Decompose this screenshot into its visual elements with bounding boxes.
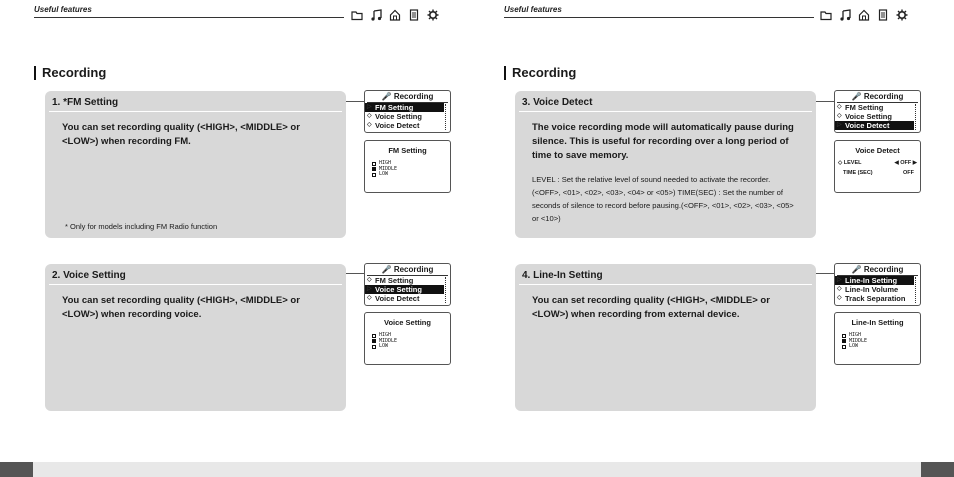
scrollbar [445,277,448,303]
device-screen [364,140,451,193]
right-page [477,0,954,477]
option-middle[interactable]: MIDDLE [372,167,397,173]
card-divider [49,111,342,112]
connector-line [816,101,836,102]
menu-item-voice-detect[interactable]: ◇ Voice Detect [367,121,420,130]
option-low[interactable]: LOW [372,344,397,350]
option-low[interactable]: LOW [842,344,867,350]
card-fm-setting [45,91,346,238]
device-menu [364,90,451,133]
option-middle[interactable]: MIDDLE [842,339,867,345]
scrollbar [915,104,918,130]
gear-icon [427,9,439,21]
device-screen [364,312,451,365]
screen-title: FM Setting [388,146,427,155]
menu-item-voice-detect[interactable]: ◇ Voice Detect [367,294,420,303]
card-divider [49,284,342,285]
screen-title: Voice Setting [384,318,431,327]
level-value: ◀ OFF ▶ [894,160,917,166]
screen-title: Line-In Setting [851,318,904,327]
footer-block-left [0,462,33,477]
footer-bar [0,462,954,477]
option-middle[interactable]: MIDDLE [372,339,397,345]
connector-line [346,273,366,274]
option-low[interactable]: LOW [372,172,397,178]
section-title: Recording [504,66,576,80]
card-voice-detect [515,91,816,238]
folder-icon [351,9,363,21]
device-menu [834,90,921,133]
connector-line [346,101,366,102]
menu-item-voice-setting[interactable]: ◇ Voice Setting [837,112,892,121]
menu-item-line-in-volume[interactable]: ◇ Line-In Volume [837,285,899,294]
home-icon [858,9,870,21]
card-body: You can set recording quality (<HIGH>, <MIDDLE> or <LOW>) when recording FM. [62,122,300,147]
menu-header: 🎤 Recording [367,264,448,276]
header-icons [351,9,439,21]
menu-item-line-in-setting[interactable]: ▷ Line-In Setting [835,276,914,285]
checkbox-icon [372,173,376,177]
card-title: 3. Voice Detect [522,97,593,108]
document-icon [408,9,420,21]
menu-item-track-separation[interactable]: ◇ Track Separation [837,294,906,303]
header-rule [504,17,814,18]
device-screen [834,140,921,193]
option-list [842,333,867,350]
menu-item-fm-setting[interactable]: ◇ FM Setting [837,103,884,112]
level-label: ◇ LEVEL [838,160,862,166]
header-rule [34,17,344,18]
header-icons [820,9,908,21]
checkbox-checked-icon [372,167,376,171]
device-menu [834,263,921,306]
option-high[interactable]: HIGH [842,333,867,339]
menu-item-voice-setting[interactable]: ◇ Voice Setting [367,112,422,121]
header-title: Useful features [504,5,562,14]
device-menu [364,263,451,306]
time-label: TIME (SEC) [843,170,873,176]
card-voice-setting [45,264,346,411]
menu-item-voice-setting[interactable]: ▷ Voice Setting [365,285,444,294]
option-list [372,333,397,350]
menu-item-fm-setting[interactable]: ◇ FM Setting [367,276,414,285]
card-body: You can set recording quality (<HIGH>, <MIDDLE> or <LOW>) when recording from external device. [532,295,770,320]
footer-block-right [921,462,954,477]
header-title: Useful features [34,5,92,14]
section-title: Recording [34,66,106,80]
card-body: The voice recording mode will automatically pause during silence. This is useful for recording over a long period of time to save memory. [532,122,794,161]
menu-item-fm-setting[interactable]: ▷ FM Setting [365,103,444,112]
home-icon [389,9,401,21]
time-value: OFF [903,170,914,176]
card-footnote: * Only for models including FM Radio function [65,222,218,231]
connector-line [816,273,836,274]
card-title: 4. Line-In Setting [522,270,603,281]
checkbox-icon [372,162,376,166]
time-row[interactable] [838,170,917,176]
menu-header: 🎤 Recording [837,264,918,276]
screen-title: Voice Detect [855,146,900,155]
checkbox-checked-icon [372,339,376,343]
checkbox-checked-icon [842,339,846,343]
music-icon [370,9,382,21]
scrollbar [915,277,918,303]
checkbox-icon [842,345,846,349]
music-icon [839,9,851,21]
card-title: 2. Voice Setting [52,270,126,281]
scrollbar [445,104,448,130]
card-line-in-setting [515,264,816,411]
card-body: You can set recording quality (<HIGH>, <MIDDLE> or <LOW>) when recording voice. [62,295,300,320]
device-screen [834,312,921,365]
card-divider [519,284,812,285]
gear-icon [896,9,908,21]
option-high[interactable]: HIGH [372,161,397,167]
menu-header: 🎤 Recording [837,91,918,103]
card-title: 1. *FM Setting [52,97,119,108]
option-high[interactable]: HIGH [372,333,397,339]
document-icon [877,9,889,21]
folder-icon [820,9,832,21]
option-list [372,161,397,178]
checkbox-icon [372,345,376,349]
level-row[interactable] [838,160,917,166]
checkbox-icon [842,334,846,338]
menu-header: 🎤 Recording [367,91,448,103]
card-divider [519,111,812,112]
card-details: LEVEL : Set the relative level of sound needed to activate the recorder. (<OFF>, <01>, <02>, <03>, <04> or <05>) TIME(SEC) : Set the number of seconds of silence to record before pausing.(<OFF>, <01>, <02>, <03>, <05> or <10>) [532,175,794,223]
menu-item-voice-detect[interactable]: ▷ Voice Detect [835,121,914,130]
checkbox-icon [372,334,376,338]
